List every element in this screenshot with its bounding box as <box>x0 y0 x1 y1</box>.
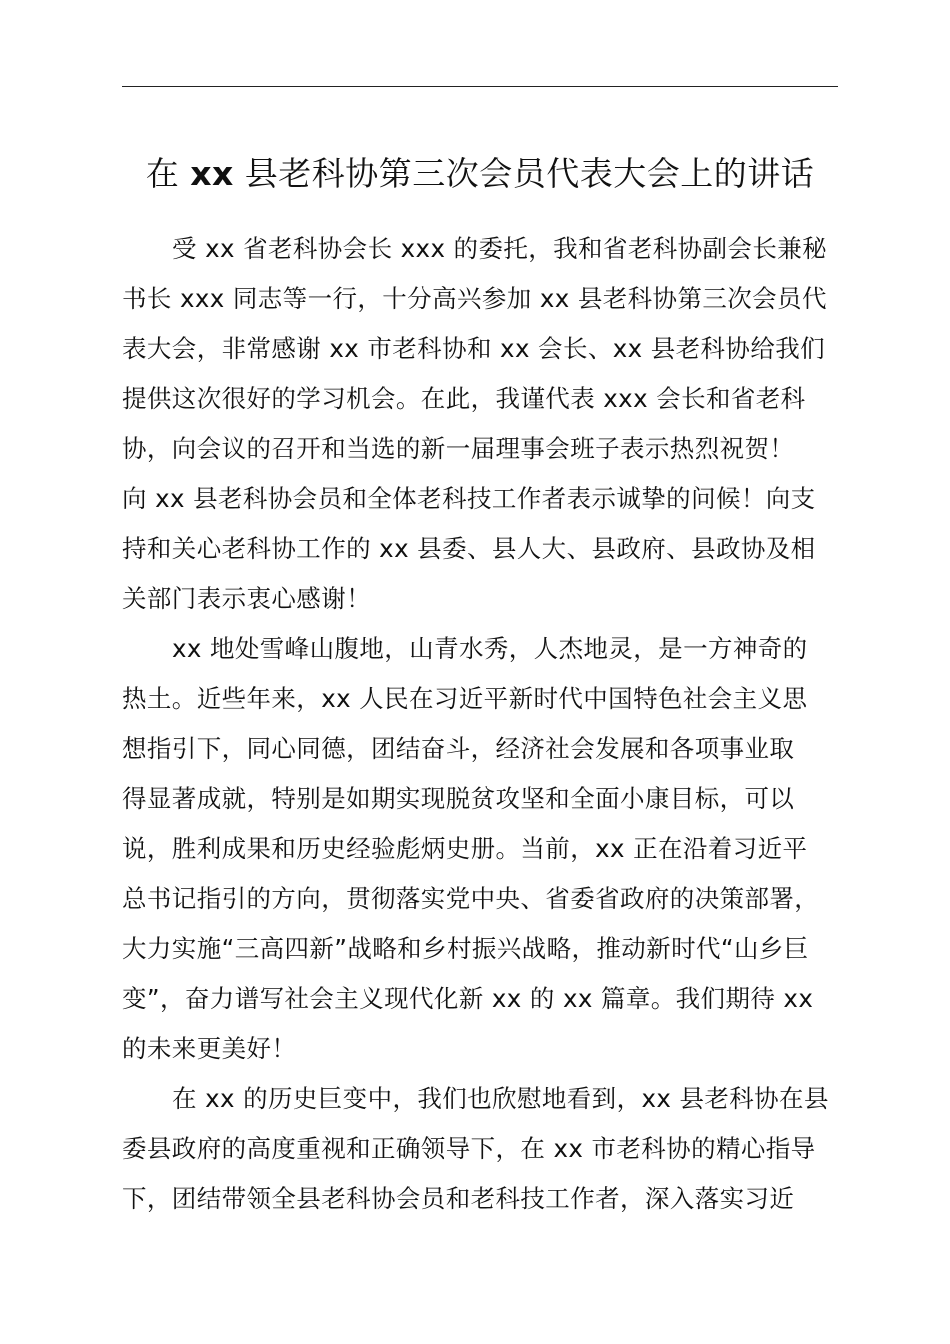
text-line: 下，团结带领全县老科协会员和老科技工作者，深入落实习近 <box>122 1184 795 1213</box>
text-line: xx 地处雪峰山腹地，山青水秀，人杰地灵，是一方神奇的 <box>172 634 808 663</box>
title-prefix: 在 <box>145 154 180 193</box>
text-line: 的未来更美好！ <box>122 1034 297 1063</box>
text-line: 书长 xxx 同志等一行，十分高兴参加 xx 县老科协第三次会员代 <box>122 284 827 313</box>
title-xx: xx <box>190 154 234 193</box>
text-line: 说，胜利成果和历史经验彪炳史册。当前，xx 正在沿着习近平 <box>122 834 808 863</box>
text-line: 在 xx 的历史巨变中，我们也欣慰地看到，xx 县老科协在县 <box>172 1084 829 1113</box>
text-line: 想指引下，同心同德，团结奋斗，经济社会发展和各项事业取 <box>122 734 795 763</box>
text-line: 大力实施“三高四新”战略和乡村振兴战略，推动新时代“山乡巨 <box>122 934 809 963</box>
text-line: 协，向会议的召开和当选的新一届理事会班子表示热烈祝贺！ <box>122 434 795 463</box>
text-line: 持和关心老科协工作的 xx 县委、县人大、县政府、县政协及相 <box>122 534 816 563</box>
text-line: 关部门表示衷心感谢！ <box>122 584 371 613</box>
text-line: 热土。近些年来，xx 人民在习近平新时代中国特色社会主义思 <box>122 684 808 713</box>
text-line: 得显著成就，特别是如期实现脱贫攻坚和全面小康目标，可以 <box>122 784 795 813</box>
text-line: 提供这次很好的学习机会。在此，我谨代表 xxx 会长和省老科 <box>122 384 806 413</box>
header-rule <box>122 86 838 87</box>
text-line: 变”，奋力谱写社会主义现代化新 xx 的 xx 篇章。我们期待 xx <box>122 984 814 1013</box>
text-line: 受 xx 省老科协会长 xxx 的委托，我和省老科协副会长兼秘 <box>172 234 828 263</box>
title-suffix: 县老科协第三次会员代表大会上的讲话 <box>244 154 815 193</box>
text-line: 总书记指引的方向，贯彻落实党中央、省委省政府的决策部署， <box>122 884 820 913</box>
page-title <box>100 152 860 196</box>
text-line: 委县政府的高度重视和正确领导下，在 xx 市老科协的精心指导 <box>122 1134 816 1163</box>
text-line: 表大会，非常感谢 xx 市老科协和 xx 会长、xx 县老科协给我们 <box>122 334 826 363</box>
text-line: 向 xx 县老科协会员和全体老科技工作者表示诚挚的问候！向支 <box>122 484 816 513</box>
